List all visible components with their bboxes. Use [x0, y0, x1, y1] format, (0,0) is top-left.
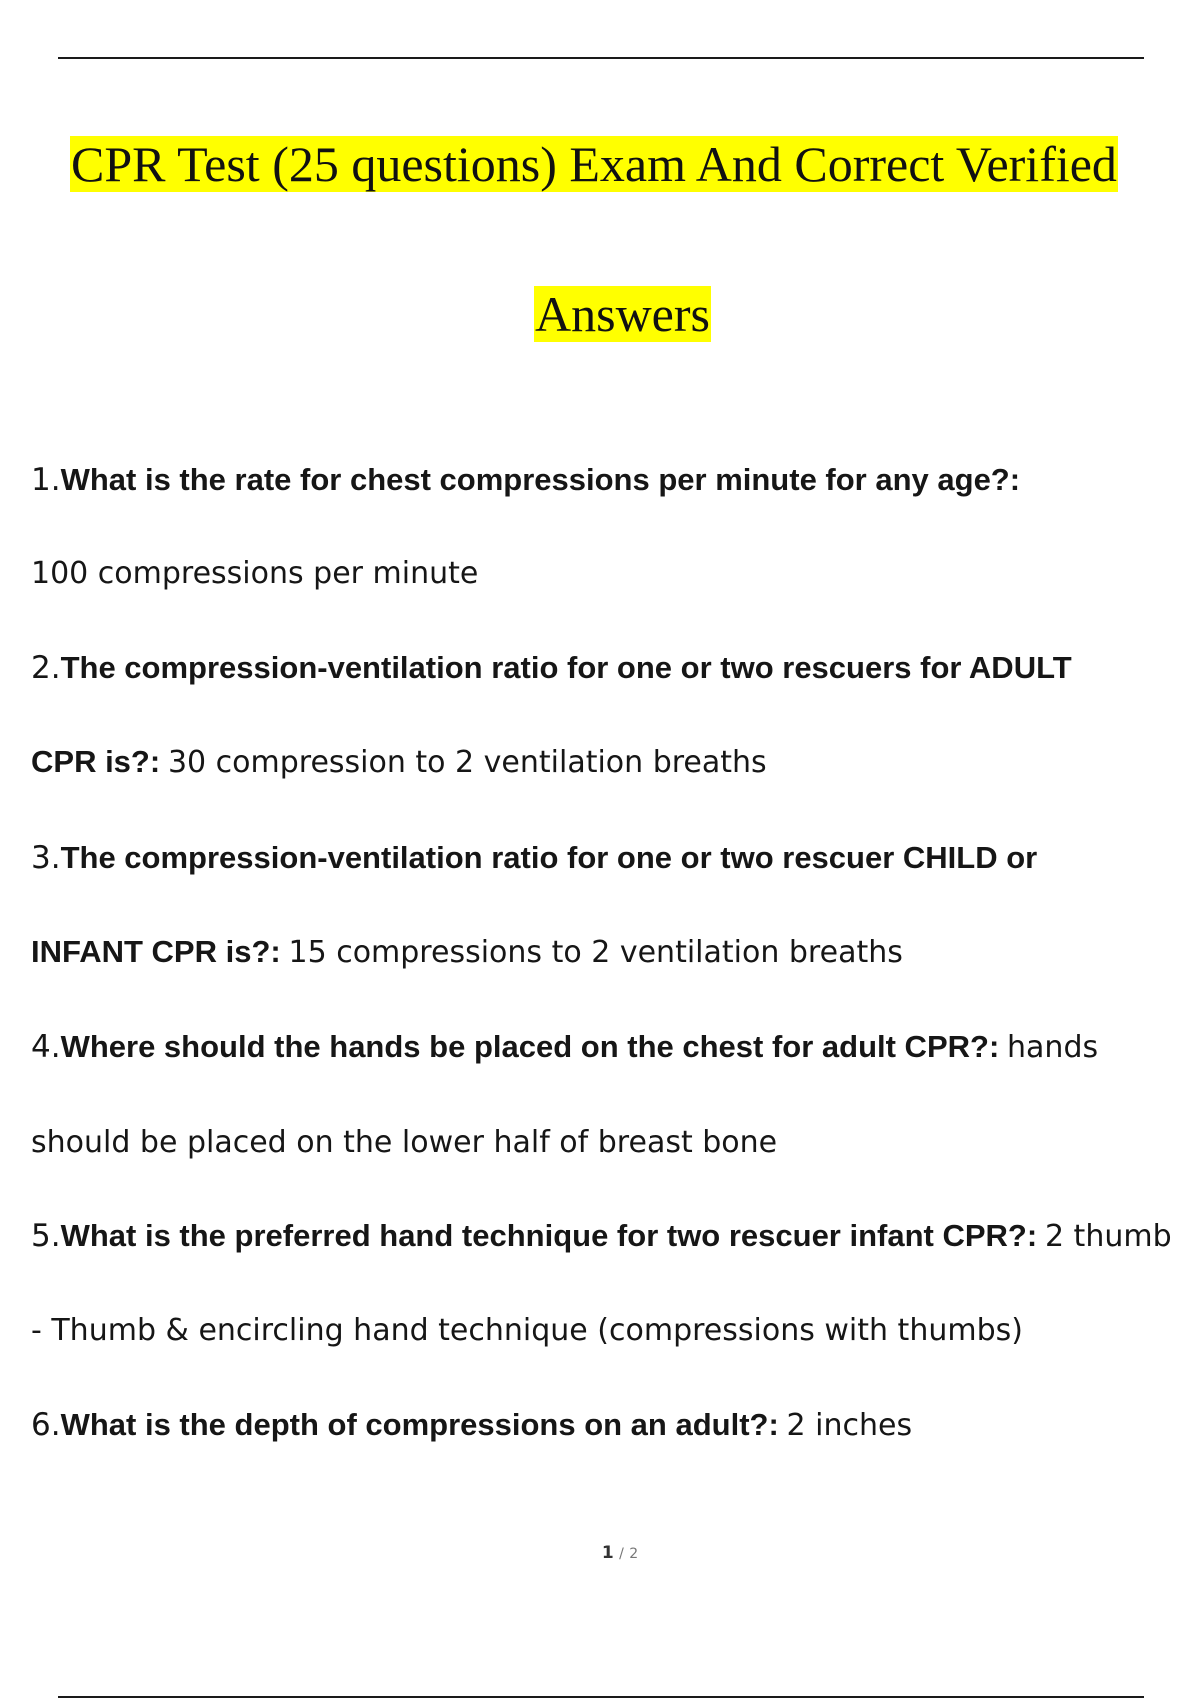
question-4	[31, 1027, 1200, 1068]
question-1-number: 1.	[31, 462, 61, 498]
answer-2-text: 30 compression to 2 ventilation breaths	[167, 745, 767, 780]
question-2	[31, 648, 1200, 688]
title-text-2: Answers	[535, 286, 710, 342]
answer-1-text: 100 compressions per minute	[31, 556, 479, 591]
question-6	[31, 1405, 1200, 1446]
title-text-1: CPR Test (25 questions) Exam And Correct Verified	[71, 136, 1117, 192]
question-6-number: 6.	[31, 1407, 61, 1443]
answer-1	[31, 553, 1200, 594]
question-3	[31, 838, 1200, 878]
answer-4-text-line-2: should be placed on the lower half of breast bone	[31, 1125, 778, 1160]
question-2-text-line-2: CPR is?:	[31, 744, 161, 779]
question-3-text-line-2: INFANT CPR is?:	[31, 934, 281, 969]
question-3-text-line-1: The compression-ventilation ratio for one or two rescuer CHILD or	[60, 840, 1038, 875]
question-3-number: 3.	[31, 840, 61, 876]
question-2-text-line-1: The compression-ventilation ratio for one or two rescuers for ADULT	[60, 650, 1072, 685]
page-indicator	[0, 1543, 1200, 1563]
answer-4-text-line-1: hands	[1007, 1030, 1099, 1065]
question-3-continued	[31, 932, 1200, 973]
question-1	[31, 460, 1200, 500]
answer-5-text-line-1: 2 thumb	[1044, 1219, 1172, 1254]
question-5	[31, 1216, 1200, 1257]
question-4-number: 4.	[31, 1029, 61, 1065]
question-5-number: 5.	[31, 1218, 61, 1254]
question-6-text: What is the depth of compressions on an adult?:	[60, 1407, 779, 1442]
document-title-line-1	[70, 133, 1118, 195]
answer-5-continued	[31, 1310, 1200, 1351]
question-4-text: Where should the hands be placed on the chest for adult CPR?:	[60, 1029, 1000, 1064]
answer-5-text-line-2: - Thumb & encircling hand technique (compressions with thumbs)	[31, 1313, 1023, 1348]
bottom-rule	[58, 1696, 1144, 1698]
current-page: 1	[601, 1543, 614, 1563]
answer-3-text: 15 compressions to 2 ventilation breaths	[288, 935, 903, 970]
total-pages: 2	[629, 1546, 639, 1562]
top-rule	[58, 57, 1144, 59]
question-5-text: What is the preferred hand technique for two rescuer infant CPR?:	[60, 1218, 1038, 1253]
question-1-text: What is the rate for chest compressions per minute for any age?:	[60, 462, 1021, 497]
question-2-continued	[31, 742, 1200, 783]
document-title-line-2	[534, 283, 711, 345]
answer-4-continued	[31, 1122, 1200, 1163]
question-2-number: 2.	[31, 650, 61, 686]
answer-6-text: 2 inches	[786, 1408, 913, 1443]
page-separator: /	[619, 1546, 624, 1562]
